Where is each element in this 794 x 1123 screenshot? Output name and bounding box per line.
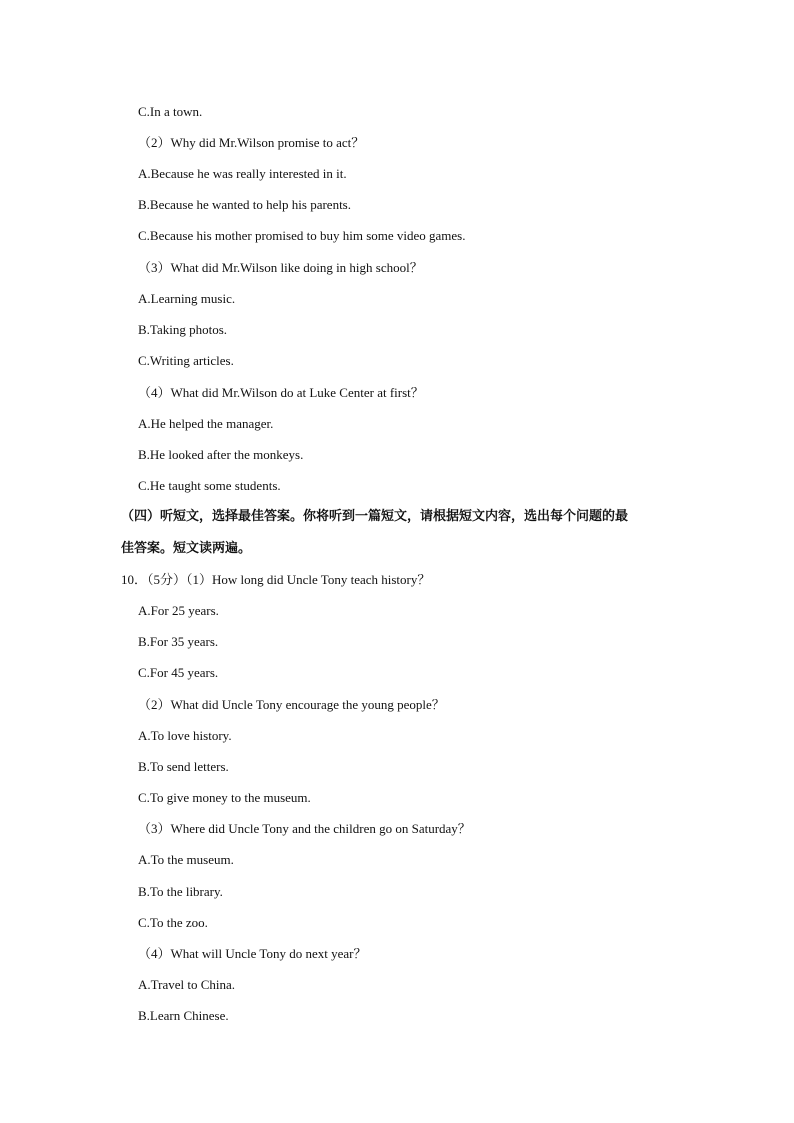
option-text: B.Taking photos. — [138, 322, 228, 337]
option-text: A.To love history. — [138, 728, 232, 743]
sub-question: （2）Why did Mr.Wilson promise to act？ — [138, 135, 365, 150]
option-text: C.To give money to the museum. — [138, 790, 311, 805]
option-text: B.He looked after the monkeys. — [138, 447, 304, 462]
option-text: B.For 35 years. — [138, 634, 219, 649]
sub-question: （4）What did Mr.Wilson do at Luke Center at first？ — [138, 385, 424, 400]
question-stem: 10．（5分）（1）How long did Uncle Tony teach history？ — [121, 572, 431, 587]
option-text: B.Learn Chinese. — [138, 1008, 229, 1023]
option-text: C.Writing articles. — [138, 353, 234, 368]
sub-question: （4）What will Uncle Tony do next year？ — [138, 946, 367, 961]
option-text: B.Because he wanted to help his parents. — [138, 197, 351, 212]
option-text: A.He helped the manager. — [138, 416, 274, 431]
option-text: C.Because his mother promised to buy him some video games. — [138, 228, 466, 243]
option-text: A.For 25 years. — [138, 603, 219, 618]
section-heading-cont: 佳答案。短文读两遍。 — [121, 541, 252, 556]
option-text: A.Learning music. — [138, 291, 236, 306]
option-text: A.Travel to China. — [138, 977, 236, 992]
option-text: C.For 45 years. — [138, 665, 219, 680]
sub-question: （3）Where did Uncle Tony and the children go on Saturday？ — [138, 821, 471, 836]
option-text: B.To the library. — [138, 884, 223, 899]
option-text: C.In a town. — [138, 104, 203, 119]
sub-question: （3）What did Mr.Wilson like doing in high school？ — [138, 260, 423, 275]
section-heading: （四）听短文，选择最佳答案。你将听到一篇短文，请根据短文内容，选出每个问题的最 — [121, 509, 629, 524]
option-text: B.To send letters. — [138, 759, 229, 774]
option-text: A.Because he was really interested in it. — [138, 166, 347, 181]
sub-question: （2）What did Uncle Tony encourage the young people？ — [138, 697, 445, 712]
option-text: A.To the museum. — [138, 852, 234, 867]
option-text: C.To the zoo. — [138, 915, 208, 930]
option-text: C.He taught some students. — [138, 478, 281, 493]
